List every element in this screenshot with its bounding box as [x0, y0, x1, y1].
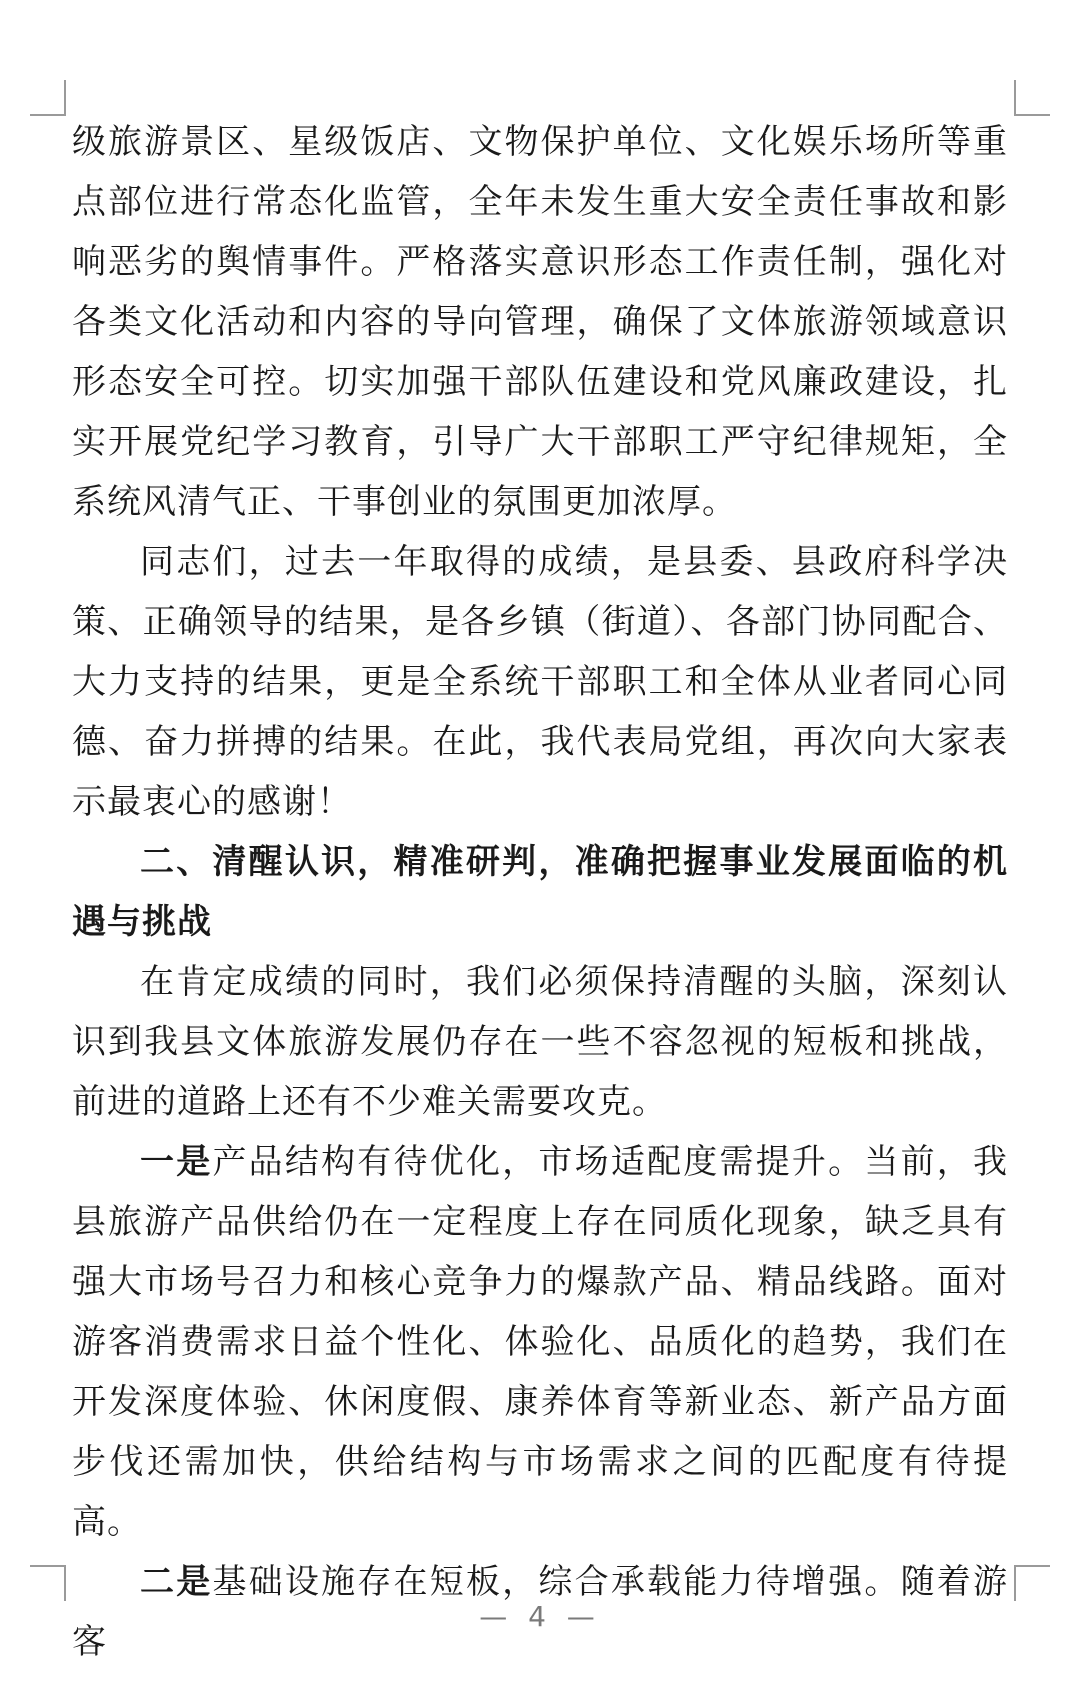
crop-mark-top-left — [64, 80, 66, 116]
paragraph-3: 在肯定成绩的同时，我们必须保持清醒的头脑，深刻认识到我县文体旅游发展仍存在一些不容忽视的短板和挑战，前进的道路上还有不少难关需要攻克。 — [72, 962, 1008, 1122]
crop-mark-bottom-right — [1014, 1565, 1050, 1567]
body-text — [72, 112, 1008, 1672]
crop-mark-top-right — [1014, 80, 1016, 116]
crop-mark-bottom-left — [30, 1565, 66, 1567]
section-heading: 二、清醒认识，精准研判，准确把握事业发展面临的机遇与挑战 — [72, 842, 1008, 942]
paragraph-2: 同志们，过去一年取得的成绩，是县委、县政府科学决策、正确领导的结果，是各乡镇（街道）、各部门协同配合、大力支持的结果，更是全系统干部职工和全体从业者同心同德、奋力拼搏的结果。在此，我代表局党组，再次向大家表示最衷心的感谢！ — [72, 542, 1008, 822]
paragraph-5-text: 基础设施存在短板，综合承载能力待增强。随着游客 — [72, 1562, 1009, 1662]
crop-mark-bottom-left — [64, 1565, 66, 1601]
paragraph-4-text: 产品结构有待优化，市场适配度需提升。当前，我县旅游产品供给仍在一定程度上存在同质化现象，缺乏具有强大市场号召力和核心竞争力的爆款产品、精品线路。面对游客消费需求日益个性化、体验化、品质化的趋势，我们在开发深度体验、休闲度假、康养体育等新业态、新产品方面步伐还需加快，供给结构与市场需求之间的匹配度有待提高。 — [72, 1142, 1009, 1542]
crop-mark-top-right — [1014, 114, 1050, 116]
crop-mark-top-left — [30, 114, 66, 116]
paragraph-4 — [72, 1132, 1008, 1552]
paragraph-4-lead: 一是 — [140, 1142, 213, 1182]
paragraph-1: 级旅游景区、星级饭店、文物保护单位、文化娱乐场所等重点部位进行常态化监管，全年未发生重大安全责任事故和影响恶劣的舆情事件。严格落实意识形态工作责任制，强化对各类文化活动和内容的导向管理，确保了文体旅游领域意识形态安全可控。切实加强干部队伍建设和党风廉政建设，扎实开展党纪学习教育，引导广大干部职工严守纪律规矩，全系统风清气正、干事创业的氛围更加浓厚。 — [72, 122, 1008, 522]
paragraph-5-lead: 二是 — [140, 1562, 213, 1602]
page-number: — 4 — — [479, 1600, 601, 1633]
crop-mark-bottom-right — [1014, 1565, 1016, 1601]
